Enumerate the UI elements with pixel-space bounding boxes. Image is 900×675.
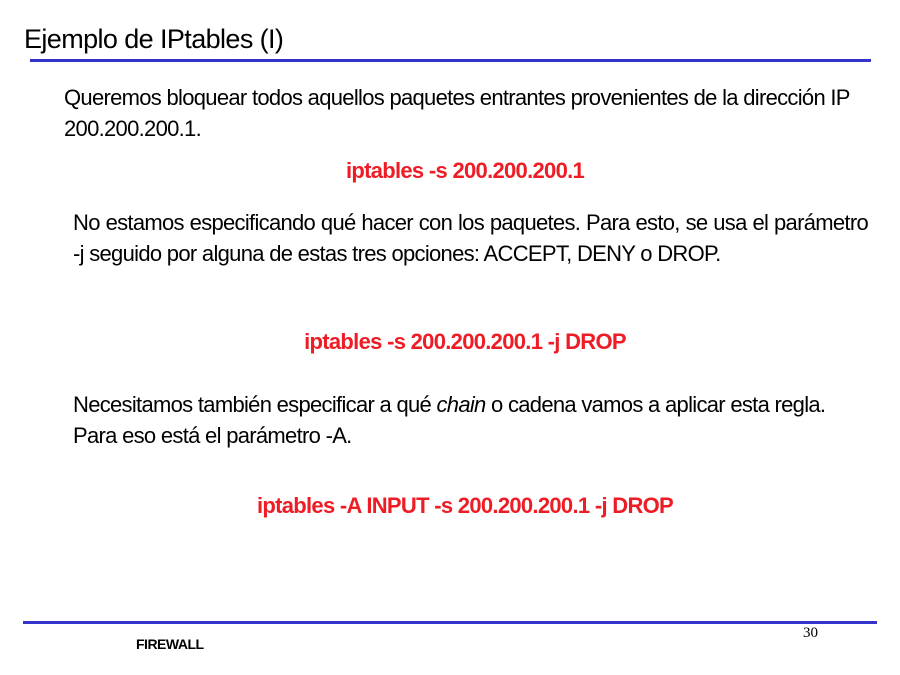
paragraph-jump-parameter: No estamos especificando qué hacer con los paquetes. Para esto, se usa el parámetro -j seguido por alguna de estas tres opciones: ACCEPT, DENY o DROP. xyxy=(73,210,868,266)
chain-term: chain xyxy=(436,392,486,417)
footer-divider xyxy=(23,621,877,624)
footer-label: FIREWALL xyxy=(136,636,204,652)
paragraph-chain-text-2: o cadena vamos a aplicar esta regla. Para eso está el parámetro -A. xyxy=(73,392,826,448)
paragraph-chain xyxy=(73,389,873,451)
page-number: 30 xyxy=(803,625,818,641)
title-divider xyxy=(30,59,871,62)
paragraph-intro: Queremos bloquear todos aquellos paquetes entrantes provenientes de la dirección IP 200.200.200.1. xyxy=(64,85,850,141)
command-source-only: iptables -s 200.200.200.1 xyxy=(345,158,585,183)
command-drop: iptables -s 200.200.200.1 -j DROP xyxy=(304,329,626,354)
slide-title: Ejemplo de IPtables (I) xyxy=(24,24,284,54)
command-input-chain: iptables -A INPUT -s 200.200.200.1 -j DROP xyxy=(256,493,674,518)
paragraph-chain-text-1: Necesitamos también especificar a qué xyxy=(73,392,437,417)
